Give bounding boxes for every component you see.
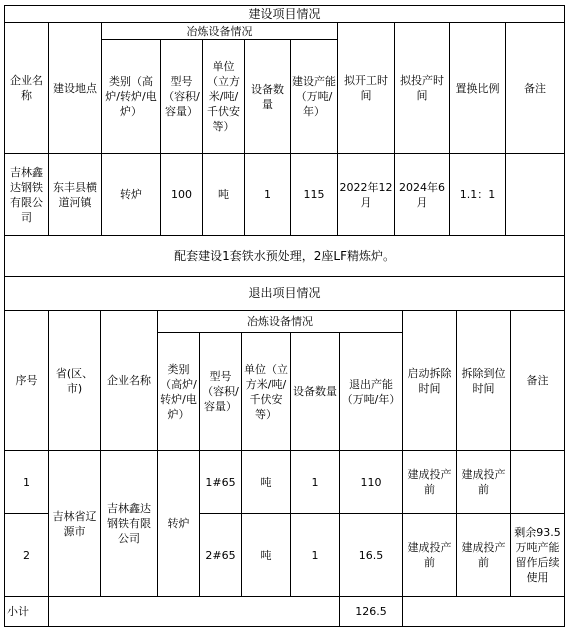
header-exit-equipment-group: 冶炼设备情况 (158, 311, 403, 333)
cell-unit: 吨 (242, 514, 291, 597)
header-remark: 备注 (506, 23, 565, 154)
cell-capacity: 16.5 (340, 514, 403, 597)
cell-company: 吉林鑫达钢铁有限公司 (5, 154, 49, 236)
subtotal-blank-right (403, 597, 565, 627)
cell-exit-category: 转炉 (158, 451, 200, 597)
header-exit-model: 型号（容积/容量） (200, 333, 242, 451)
exit-section-title: 退出项目情况 (5, 277, 565, 311)
cell-ratio: 1.1：1 (450, 154, 506, 236)
cell-count: 1 (245, 154, 291, 236)
header-exit-unit: 单位（立方米/吨/千伏安等） (242, 333, 291, 451)
header-company: 企业名称 (5, 23, 49, 154)
header-province: 省(区、市) (49, 311, 101, 451)
construction-note: 配套建设1套铁水预处理，2座LF精炼炉。 (5, 236, 565, 277)
exit-table (4, 276, 565, 627)
header-count: 设备数量 (245, 40, 291, 154)
header-exit-category: 类别（高炉/转炉/电炉） (158, 333, 200, 451)
cell-capacity: 110 (340, 451, 403, 514)
header-demolish-done: 拆除到位时间 (457, 311, 511, 451)
cell-count: 1 (291, 451, 340, 514)
cell-province: 吉林省辽源市 (49, 451, 101, 597)
cell-remark: 剩余93.5万吨产能留作后续使用 (511, 514, 565, 597)
cell-capacity: 115 (291, 154, 338, 236)
cell-remark (511, 451, 565, 514)
cell-demolish-start: 建成投产前 (403, 451, 457, 514)
construction-table (4, 5, 565, 277)
cell-model: 100 (161, 154, 203, 236)
cell-category: 转炉 (102, 154, 161, 236)
cell-start: 2022年12月 (338, 154, 395, 236)
table-row (5, 451, 565, 514)
header-start: 拟开工时间 (338, 23, 395, 154)
cell-unit: 吨 (203, 154, 245, 236)
cell-model: 1#65 (200, 451, 242, 514)
header-production: 拟投产时间 (395, 23, 450, 154)
table-row (5, 154, 565, 236)
header-model: 型号（容积/容量） (161, 40, 203, 154)
header-category: 类别（高炉/转炉/电炉） (102, 40, 161, 154)
header-seq: 序号 (5, 311, 49, 451)
header-unit: 单位（立方米/吨/千伏安等） (203, 40, 245, 154)
cell-exit-company: 吉林鑫达钢铁有限公司 (101, 451, 158, 597)
header-exit-count: 设备数量 (291, 333, 340, 451)
project-tables (4, 5, 564, 627)
header-equipment-group: 冶炼设备情况 (102, 23, 338, 40)
cell-production: 2024年6月 (395, 154, 450, 236)
cell-remark (506, 154, 565, 236)
header-exit-company: 企业名称 (101, 311, 158, 451)
header-exit-remark: 备注 (511, 311, 565, 451)
cell-demolish-start: 建成投产前 (403, 514, 457, 597)
cell-demolish-done: 建成投产前 (457, 514, 511, 597)
cell-model: 2#65 (200, 514, 242, 597)
subtotal-row (5, 597, 565, 627)
header-capacity: 建设产能（万吨/年） (291, 40, 338, 154)
cell-seq: 1 (5, 451, 49, 514)
cell-unit: 吨 (242, 451, 291, 514)
header-location: 建设地点 (49, 23, 102, 154)
header-ratio: 置换比例 (450, 23, 506, 154)
cell-count: 1 (291, 514, 340, 597)
header-exit-capacity: 退出产能（万吨/年） (340, 333, 403, 451)
subtotal-label: 小计 (5, 597, 49, 627)
subtotal-blank (49, 597, 340, 627)
subtotal-capacity: 126.5 (340, 597, 403, 627)
cell-demolish-done: 建成投产前 (457, 451, 511, 514)
header-demolish-start: 启动拆除时间 (403, 311, 457, 451)
cell-seq: 2 (5, 514, 49, 597)
cell-location: 东丰县横道河镇 (49, 154, 102, 236)
construction-section-title: 建设项目情况 (5, 6, 565, 23)
